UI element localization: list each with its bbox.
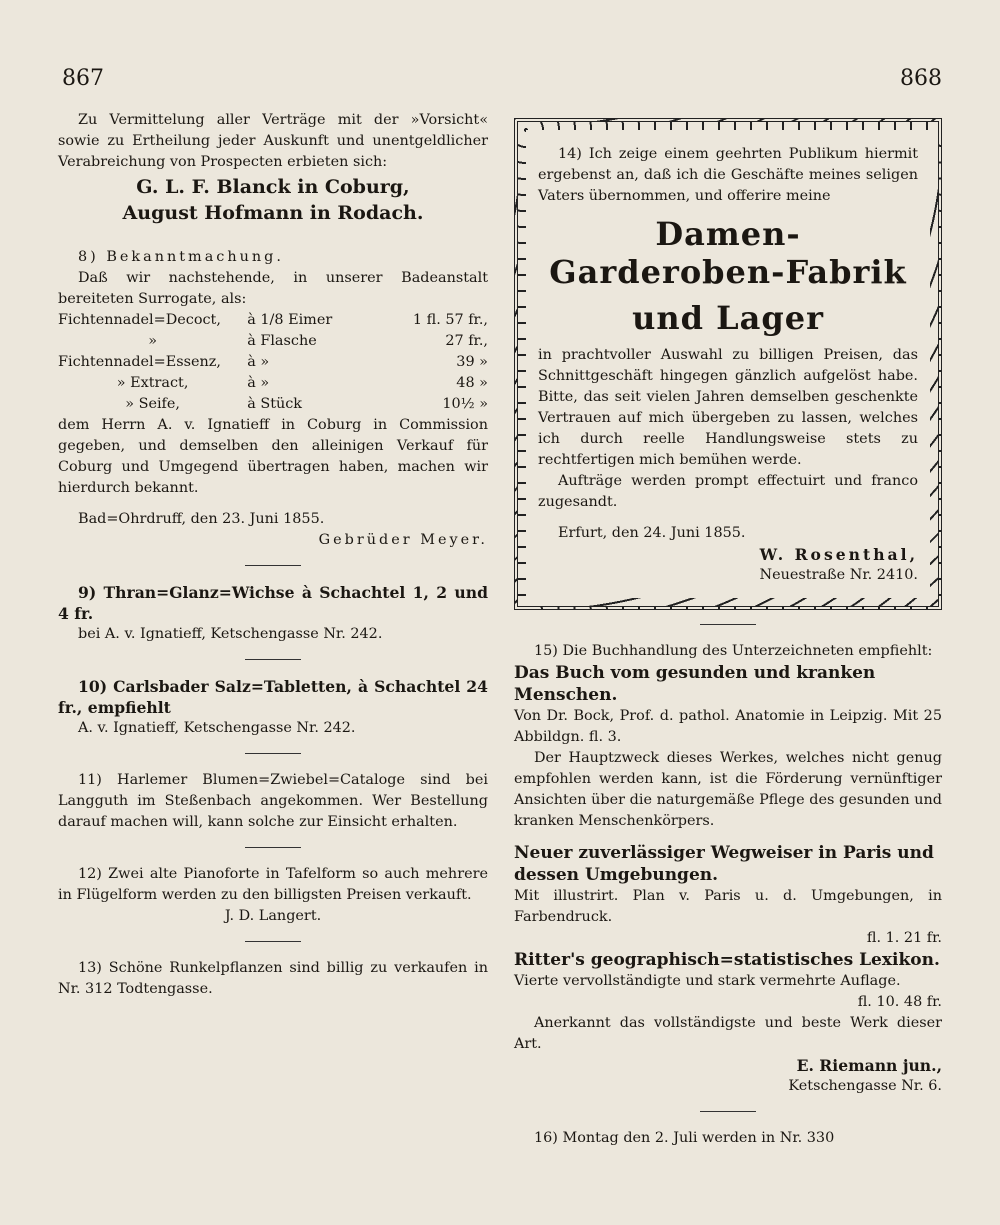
ad14-headline-1: Damen-Garderoben-Fabrik <box>549 215 907 291</box>
ad15-book2-title: Neuer zuverlässiger Wegweiser in Paris und dessen Umgebungen. <box>514 843 934 885</box>
ad15-book1-desc: Der Hauptzweck dieses Werkes, welches nicht genug empfohlen werden kann, ist die Förderung vernünftiger Ansichten über die naturgemäße Pflege des gesunden und kranken Menschenkörpers. <box>514 750 942 829</box>
ad15-book3-title: Ritter's geographisch=statistisches Lexikon. <box>514 950 940 970</box>
ad15-book3-price: fl. 10. 48 fr. <box>857 994 942 1010</box>
ad14-headline-2: und Lager <box>632 299 824 337</box>
ad12-text: 12) Zwei alte Pianoforte in Tafelform so auch mehrere in Flügelform werden zu den billigsten Preisen verkauft. <box>58 866 488 903</box>
ad15-signature: E. Riemann jun., <box>796 1056 942 1075</box>
divider <box>245 565 301 566</box>
ad8-body: dem Herrn A. v. Ignatieff in Coburg in Commission gegeben, und demselben den alleinigen Verkauf für Coburg und Umgegend übertragen haben, machen wir hierdurch bekannt. <box>58 417 488 496</box>
ad9-seller: bei A. v. Ignatieff, Ketschengasse Nr. 242. <box>78 626 383 642</box>
ad14-signature: W. Rosenthal, <box>759 545 918 564</box>
ad10-title: 10) Carlsbader Salz=Tabletten, à Schachtel 24 fr., empfiehlt <box>58 677 488 717</box>
ad15-book2-details: Mit illustrirt. Plan v. Paris u. d. Umgebungen, in Farbendruck. <box>514 888 942 925</box>
ad14-body: in prachtvoller Auswahl zu billigen Preisen, das Schnittgeschäft hingegen gänzlich aufgelöst habe. Bitte, das seit vielen Jahren demselben geschenkte Vertrauen auf mich übergeben zu lassen, welches ich durch reelle Handlungsweise stets zu rechtfertigen mich bemühen werde. <box>538 347 918 468</box>
price-item-name: » Extract, <box>116 375 189 391</box>
price-item-unit: à Flasche <box>247 333 317 349</box>
ad8-place-date: Bad=Ohrdruff, den 23. Juni 1855. <box>78 511 325 527</box>
ad16-text: 16) Montag den 2. Juli werden in Nr. 330 <box>534 1130 835 1146</box>
ad15-book1-details: Von Dr. Bock, Prof. d. pathol. Anatomie in Leipzig. Mit 25 Abbildgn. fl. 3. <box>514 708 942 745</box>
divider <box>245 753 301 754</box>
price-item-price: 48 » <box>456 375 488 391</box>
price-item-unit: à » <box>247 375 270 391</box>
ad15-intro: 15) Die Buchhandlung des Unterzeichneten empfiehlt: <box>534 643 933 659</box>
left-column <box>58 110 488 1000</box>
ad9-title: 9) Thran=Glanz=Wichse à Schachtel 1, 2 und 4 fr. <box>58 583 488 623</box>
price-item-name: Fichtennadel=Essenz, <box>58 354 221 370</box>
price-item-price: 39 » <box>456 354 488 370</box>
price-table <box>58 310 488 415</box>
price-item-name: » <box>148 333 157 349</box>
ad15-book3-desc: Anerkannt das vollständigste und beste Werk dieser Art. <box>514 1015 942 1052</box>
price-row <box>58 352 488 373</box>
divider <box>700 1111 756 1112</box>
agent-name-1: G. L. F. Blanck in Coburg, <box>136 176 410 198</box>
ad8-title: 8) Bekanntmachung. <box>78 249 284 265</box>
price-item-unit: à 1/8 Eimer <box>247 312 333 328</box>
advertisement-inner <box>526 130 930 598</box>
ad15-address: Ketschengasse Nr. 6. <box>788 1078 942 1094</box>
price-item-name: Fichtennadel=Decoct, <box>58 312 221 328</box>
ad14-intro: 14) Ich zeige einem geehrten Publikum hiermit ergebenst an, daß ich die Geschäfte meines seligen Vaters übernommen, und offerire meine <box>538 146 918 204</box>
price-row <box>58 373 488 394</box>
page-number-right: 868 <box>900 66 942 91</box>
ad8-signature: Gebrüder Meyer. <box>318 532 488 548</box>
ad10-seller: A. v. Ignatieff, Ketschengasse Nr. 242. <box>78 720 356 736</box>
price-row <box>58 310 488 331</box>
ad8-intro: Daß wir nachstehende, in unserer Badeanstalt bereiteten Surrogate, als: <box>58 270 488 307</box>
ad11-text: 11) Harlemer Blumen=Zwiebel=Cataloge sind bei Langguth im Steßenbach angekommen. Wer Bestellung darauf machen will, kann solche zur Einsicht erhalten. <box>58 772 488 830</box>
price-item-price: 10½ » <box>442 396 488 412</box>
price-item-price: 27 fr., <box>445 333 488 349</box>
price-item-unit: à » <box>247 354 270 370</box>
ad12-signature: J. D. Langert. <box>224 908 322 924</box>
divider <box>245 847 301 848</box>
intro-text: Zu Vermittelung aller Verträge mit der »Vorsicht« sowie zu Ertheilung jeder Auskunft und unentgeldlicher Verabreichung von Prospecten erbieten sich: <box>58 112 488 170</box>
ad13-text: 13) Schöne Runkelpflanzen sind billig zu verkaufen in Nr. 312 Todtengasse. <box>58 960 488 997</box>
divider <box>700 624 756 625</box>
page-number-left: 867 <box>62 66 104 91</box>
price-row <box>58 331 488 352</box>
ad15-book1-title: Das Buch vom gesunden und kranken Menschen. <box>514 663 876 705</box>
price-row <box>58 394 488 415</box>
divider <box>245 941 301 942</box>
right-column <box>514 110 942 1149</box>
ad15-book2-price: fl. 1. 21 fr. <box>866 930 942 946</box>
price-item-price: 1 fl. 57 fr., <box>412 312 488 328</box>
ad14-place-date: Erfurt, den 24. Juni 1855. <box>558 525 746 541</box>
price-item-unit: à Stück <box>247 396 303 412</box>
price-item-name: » Seife, <box>125 396 180 412</box>
ad14-address: Neuestraße Nr. 2410. <box>759 567 918 583</box>
ad14-orders: Aufträge werden prompt effectuirt und franco zugesandt. <box>538 473 918 510</box>
bordered-advertisement <box>514 118 942 610</box>
divider <box>245 659 301 660</box>
agent-name-2: August Hofmann in Rodach. <box>122 202 424 224</box>
ad15-book3-details: Vierte vervollständigte und stark vermehrte Auflage. <box>514 973 901 989</box>
